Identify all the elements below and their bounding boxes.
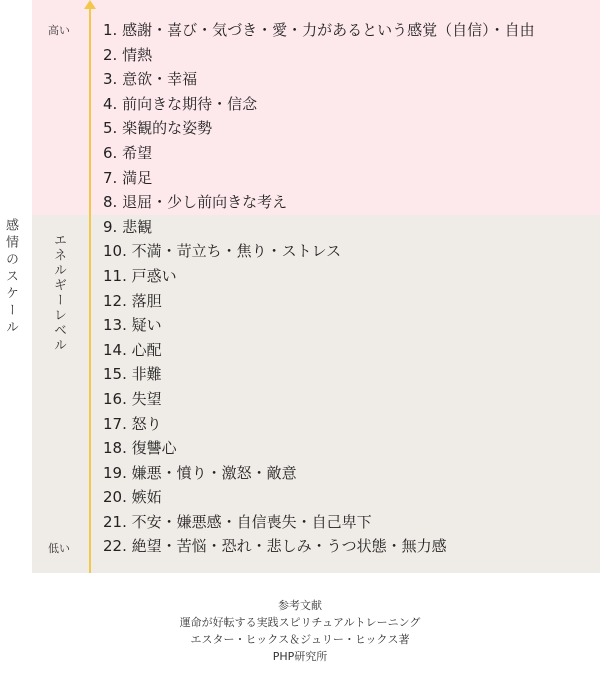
scale-title: 感情のスケール — [3, 218, 18, 337]
list-item: 10. 不満・苛立ち・焦り・ストレス — [103, 242, 342, 261]
high-label: 高い — [48, 24, 70, 37]
list-item: 18. 復讐心 — [103, 439, 177, 458]
low-label: 低い — [48, 542, 70, 555]
energy-arrow-line — [89, 4, 91, 573]
list-item: 3. 意欲・幸福 — [103, 70, 198, 89]
list-item: 20. 嫉妬 — [103, 488, 162, 507]
references — [0, 597, 600, 665]
list-item: 13. 疑い — [103, 316, 162, 335]
list-item: 16. 失望 — [103, 389, 162, 408]
list-item: 8. 退屈・少し前向きな考え — [103, 193, 288, 212]
list-item: 17. 怒り — [103, 414, 162, 433]
list-item: 6. 希望 — [103, 143, 153, 162]
list-item: 1. 感謝・喜び・気づき・愛・力があるという感覚（自信）・自由 — [103, 21, 535, 39]
list-item: 4. 前向きな期待・信念 — [103, 94, 258, 113]
list-item: 22. 絶望・苦悩・恐れ・悲しみ・うつ状態・無力感 — [103, 537, 447, 556]
list-item: 19. 嫌悪・憤り・激怒・敵意 — [103, 463, 297, 482]
list-item: 12. 落胆 — [103, 291, 162, 310]
list-item: 7. 満足 — [103, 168, 153, 187]
list-item: 14. 心配 — [103, 340, 162, 359]
energy-arrow-head-icon — [84, 0, 96, 9]
list-item: 9. 悲観 — [103, 217, 153, 236]
energy-level-label: エネルギーレベル — [51, 233, 66, 353]
list-item: 2. 情熱 — [103, 45, 153, 64]
list-item: 21. 不安・嫌悪感・自信喪失・自己卑下 — [103, 512, 372, 531]
list-item: 11. 戸惑い — [103, 266, 177, 285]
reference-book-title: 運命が好転する実践スピリチュアルトレーニング — [179, 616, 421, 629]
reference-publisher: PHP研究所 — [272, 650, 328, 663]
emotion-list — [103, 18, 535, 559]
list-item: 5. 楽観的な姿勢 — [103, 119, 213, 138]
references-heading: 参考文献 — [278, 599, 322, 612]
reference-authors: エスター・ヒックス＆ジュリー・ヒックス著 — [190, 633, 410, 646]
list-item: 15. 非難 — [103, 365, 162, 384]
